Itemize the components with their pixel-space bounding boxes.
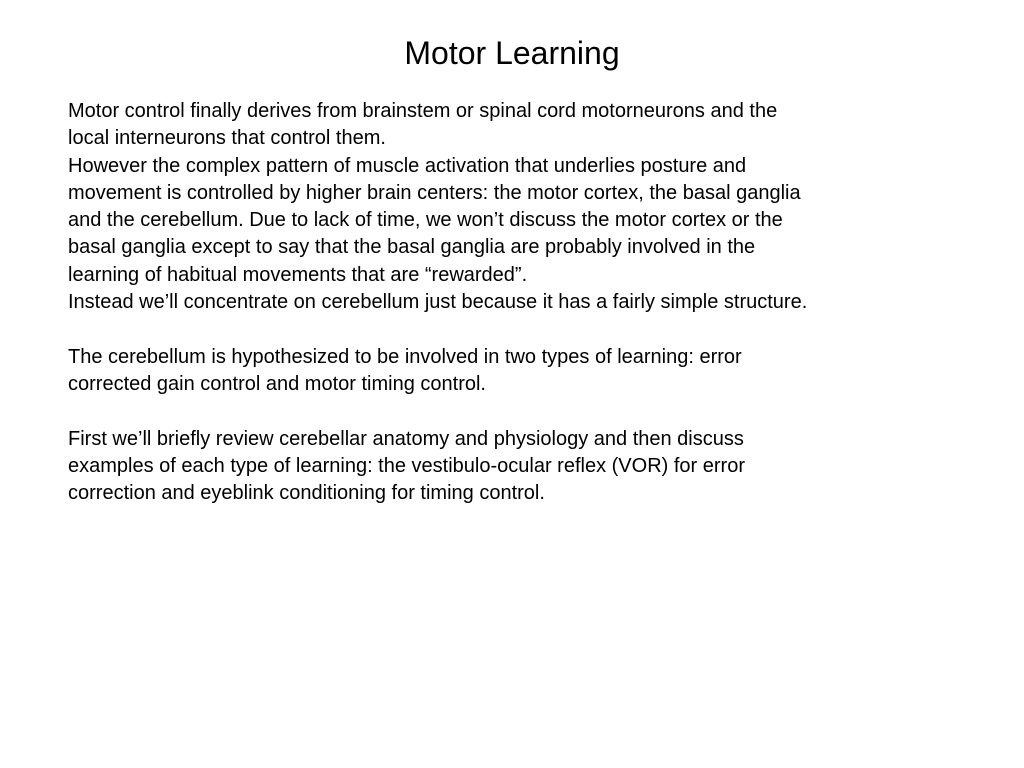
body-line: correction and eyeblink conditioning for timing control. [68, 482, 545, 505]
body-line: examples of each type of learning: the vestibulo-ocular reflex (VOR) for error [68, 454, 745, 477]
body-line: First we’ll briefly review cerebellar anatomy and physiology and then discuss [68, 427, 744, 450]
body-line: local interneurons that control them. [68, 127, 386, 150]
body-line: basal ganglia except to say that the basal ganglia are probably involved in the [68, 236, 756, 259]
body-line: learning of habitual movements that are “rewarded”. [68, 263, 528, 286]
body-line: The cerebellum is hypothesized to be involved in two types of learning: error [68, 345, 742, 368]
paragraph-spacer [68, 316, 968, 343]
body-line: However the complex pattern of muscle activation that underlies posture and [68, 154, 747, 177]
slide-body [68, 98, 968, 507]
body-line: corrected gain control and motor timing control. [68, 372, 486, 395]
body-line: Instead we’ll concentrate on cerebellum just because it has a fairly simple structure. [68, 291, 808, 314]
paragraph-spacer [68, 398, 968, 425]
slide-title: Motor Learning [404, 35, 620, 71]
body-line: Motor control finally derives from brainstem or spinal cord motorneurons and the [68, 100, 778, 122]
body-line: and the cerebellum. Due to lack of time, we won’t discuss the motor cortex or the [68, 209, 783, 232]
body-line: movement is controlled by higher brain centers: the motor cortex, the basal ganglia [68, 181, 801, 204]
